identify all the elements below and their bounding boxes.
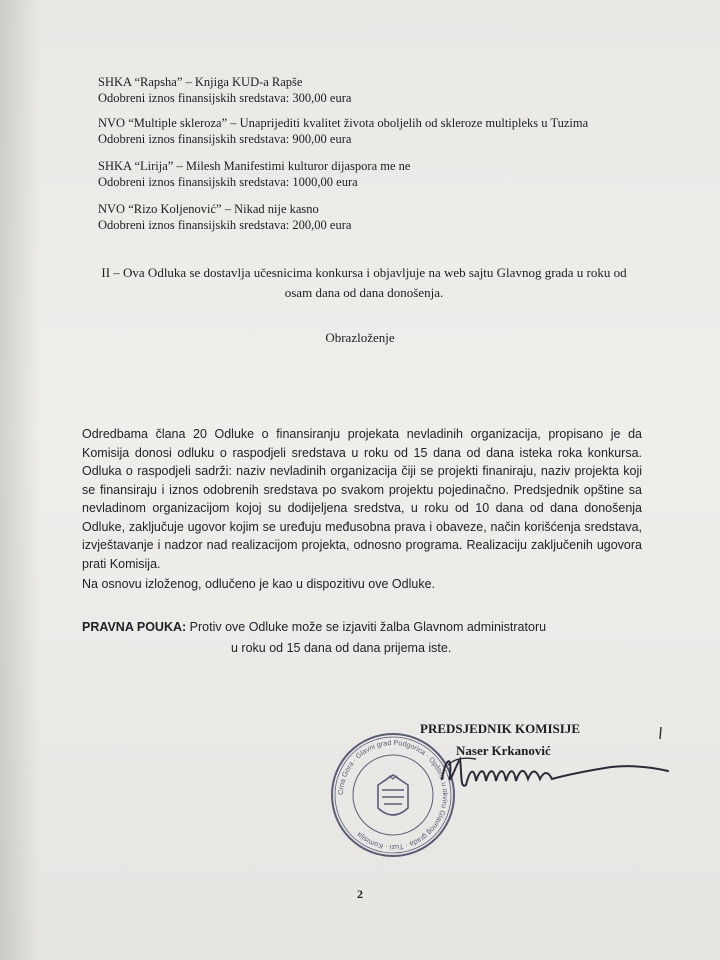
grant-title: SHKA “Lirija” – Milesh Manifestimi kulturor dijaspora me ne [98, 159, 411, 173]
signer-title: PREDSJEDNIK KOMISIJE [420, 721, 580, 736]
conclusion-paragraph: Na osnovu izloženog, odlučeno je kao u dispozitivu ove Odluke. [82, 577, 435, 591]
grant-amount: Odobreni iznos finansijskih sredstava: 200,00 eura [98, 218, 352, 232]
handwritten-signature [436, 745, 671, 805]
grant-item [98, 74, 351, 106]
legal-notice-line2: u roku od 15 dana od dana prijema iste. [231, 641, 452, 655]
legal-notice-line1: Protiv ove Odluke može se izjaviti žalba Glavnom administratoru [189, 620, 547, 634]
grant-amount: Odobreni iznos finansijskih sredstava: 900,00 eura [98, 132, 352, 146]
grant-title: SHKA “Rapsha” – Knjiga KUD-a Rapše [98, 75, 303, 89]
signer-name: Naser Krkanović [456, 743, 551, 758]
page-number: 2 [357, 887, 363, 901]
grant-amount: Odobreni iznos finansijskih sredstava: 300,00 eura [98, 91, 352, 105]
grant-item [98, 158, 410, 190]
grant-item [98, 115, 588, 147]
section-heading: Obrazloženje [325, 330, 395, 345]
legal-notice [82, 617, 642, 659]
page-edge-shadow [0, 0, 40, 960]
grant-item [98, 201, 351, 233]
stamp-ring-text: Crna Gora · Glavni grad Podgorica · Opština u okviru Glavnog grada · Tuzi · Komisija [335, 737, 451, 853]
explanation-paragraph: Odredbama člana 20 Odluke o finansiranju projekata nevladinih organizacija, propisano je da Komisija donosi odluku o raspodjeli sredstava u roku od 15 dana od dana isteka roka konkursa. Odluka o raspodjeli sadrži: naziv nevladinih organizacija čiji se projekti finaniraju, naziv projekta koji se finansiraju i iznos odobrenih sredstava po svakom projektu pojedinačno. Predsjednik opštine sa nevladinom organizacijom kojoj su dodijeljena sredstva, u roku od 10 dana od dana donošenja Odluke, zaključuje ugovor kojim se uređuju međusobna prava i obaveze, način korišćenja sredstava, izvještavanje i nadzor nad realizacijom projekta, odnosno programa. Realizaciju zaključenih ugovora prati Komisija. [82, 427, 642, 571]
handwritten-mark-icon [656, 726, 664, 740]
section-ii-text: II – Ova Odluka se dostavlja učesnicima konkursa i objavljuje na web sajtu Glavnog grada u roku od osam dana od dana donošenja. [101, 265, 627, 300]
legal-notice-label: PRAVNA POUKA: [82, 620, 187, 634]
grant-title: NVO “Multiple skleroza” – Unaprijediti kvalitet života oboljelih od skleroze multipleks u Tuzima [98, 116, 589, 130]
grant-title: NVO “Rizo Koljenović” – Nikad nije kasno [98, 202, 319, 216]
grant-amount: Odobreni iznos finansijskih sredstava: 1000,00 eura [98, 175, 358, 189]
